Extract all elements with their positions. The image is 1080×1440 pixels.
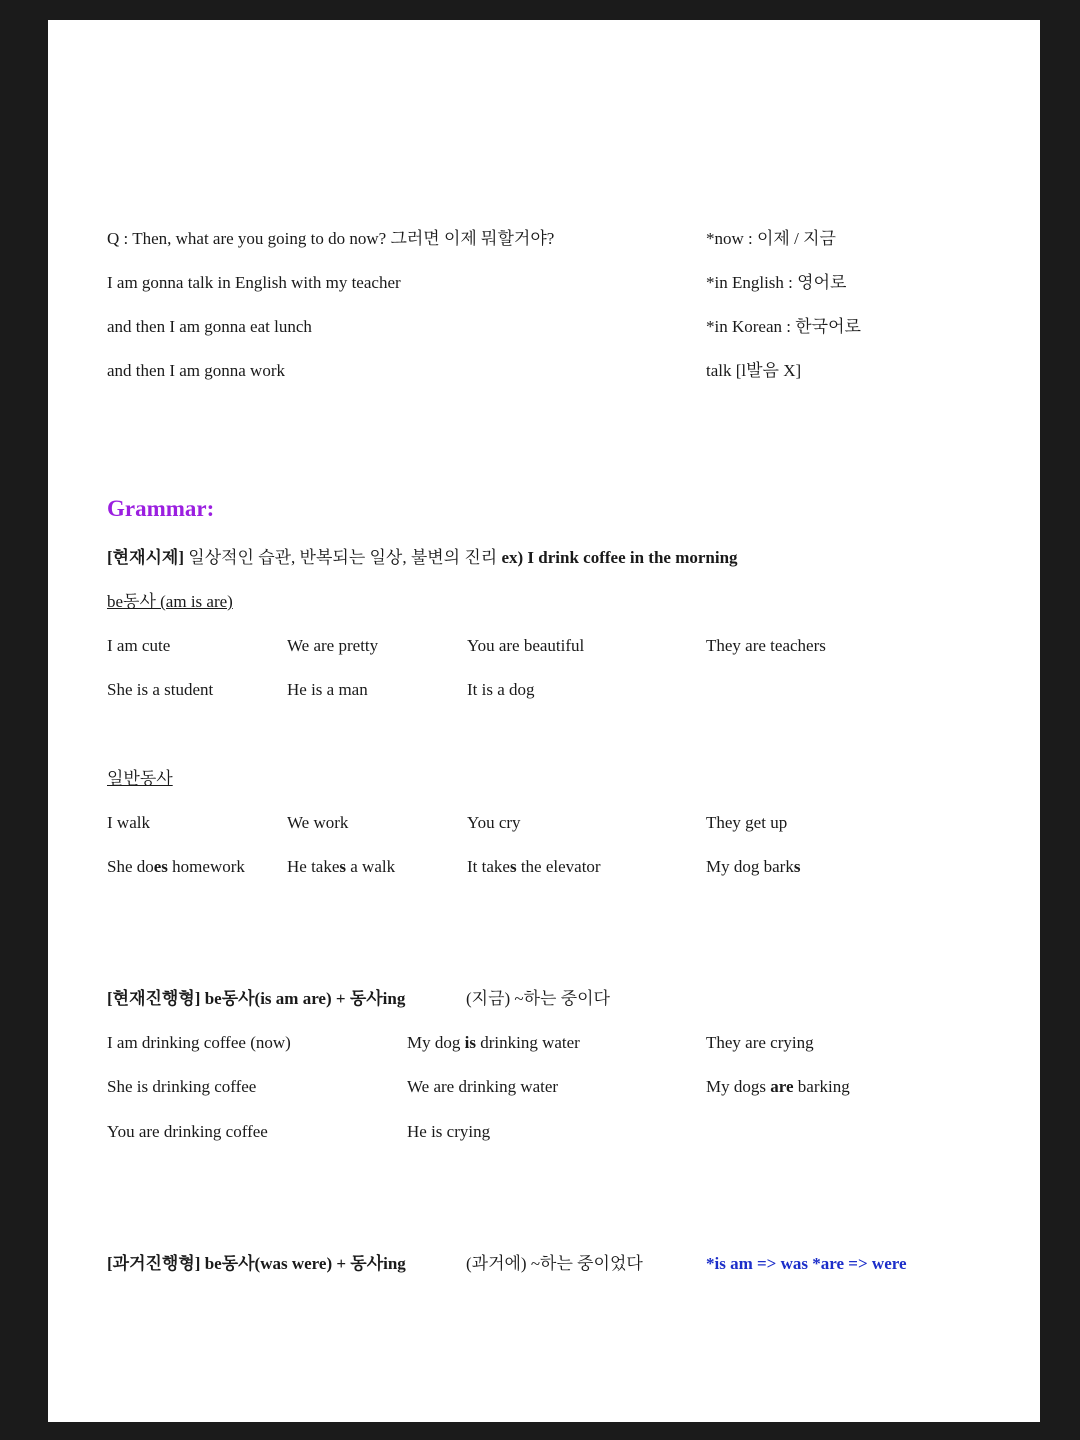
be-verb-example: He is a man	[287, 680, 368, 699]
answer-line-1: I am gonna talk in English with my teacher	[107, 273, 401, 292]
present-progressive-example: He is crying	[407, 1122, 491, 1141]
answer-line-3: and then I am gonna work	[107, 361, 285, 380]
answer-line-2: and then I am gonna eat lunch	[107, 317, 312, 336]
present-progressive-example: My dog is drinking water	[407, 1033, 580, 1052]
note-talk: talk [l발음 X]	[706, 361, 802, 380]
past-progressive-meaning: (과거에) ~하는 중이었다	[466, 1254, 643, 1273]
general-verb-example: You cry	[467, 813, 521, 832]
be-verb-example: We are pretty	[287, 636, 379, 655]
general-verb-example: They get up	[706, 813, 788, 832]
general-verb-example: My dog barks	[706, 857, 801, 876]
note-in-korean: *in Korean : 한국어로	[706, 317, 861, 336]
document-page	[48, 20, 1040, 1422]
note-in-english: *in English : 영어로	[706, 273, 847, 292]
be-verb-example: I am cute	[107, 636, 171, 655]
be-verb-example: They are teachers	[706, 636, 826, 655]
general-verb-example: I walk	[107, 813, 150, 832]
present-progressive-meaning: (지금) ~하는 중이다	[466, 989, 610, 1008]
general-verb-example: She does homework	[107, 857, 245, 876]
general-verbs-title: 일반동사	[107, 769, 173, 788]
present-progressive-example: You are drinking coffee	[107, 1122, 268, 1141]
general-verb-example: We work	[287, 813, 349, 832]
present-progressive-example: We are drinking water	[407, 1077, 559, 1096]
past-progressive-note: *is am => was *are => were	[706, 1254, 907, 1273]
present-progressive-formula: be동사(is am are) + 동사ing	[200, 989, 406, 1008]
present-simple-label: [현재시제]	[107, 548, 185, 567]
note-now: *now : 이제 / 지금	[706, 229, 836, 248]
general-verb-example: He takes a walk	[287, 857, 396, 876]
past-progressive-formula: be동사(was were) + 동사ing	[200, 1254, 406, 1273]
be-verbs-title: be동사 (am is are)	[107, 592, 233, 611]
question-line: Q : Then, what are you going to do now? 그러면 이제 뭐할거야?	[107, 229, 555, 248]
present-progressive-example: They are crying	[706, 1033, 814, 1052]
past-progressive-line	[107, 1253, 406, 1275]
present-progressive-example: She is drinking coffee	[107, 1077, 257, 1096]
present-progressive-line	[107, 988, 405, 1010]
present-progressive-label: [현재진행형]	[107, 989, 201, 1008]
present-progressive-example: My dogs are barking	[706, 1077, 850, 1096]
present-simple-example: ex) I drink coffee in the morning	[501, 548, 738, 567]
general-verb-example: It takes the elevator	[467, 857, 601, 876]
present-progressive-example: I am drinking coffee (now)	[107, 1033, 291, 1052]
present-simple-desc: 일상적인 습관, 반복되는 일상, 불변의 진리	[184, 548, 502, 567]
grammar-heading: Grammar:	[107, 496, 215, 521]
be-verb-example: She is a student	[107, 680, 214, 699]
present-simple-line	[107, 547, 738, 569]
past-progressive-label: [과거진행형]	[107, 1254, 201, 1273]
be-verb-example: You are beautiful	[467, 636, 585, 655]
be-verb-example: It is a dog	[467, 680, 535, 699]
